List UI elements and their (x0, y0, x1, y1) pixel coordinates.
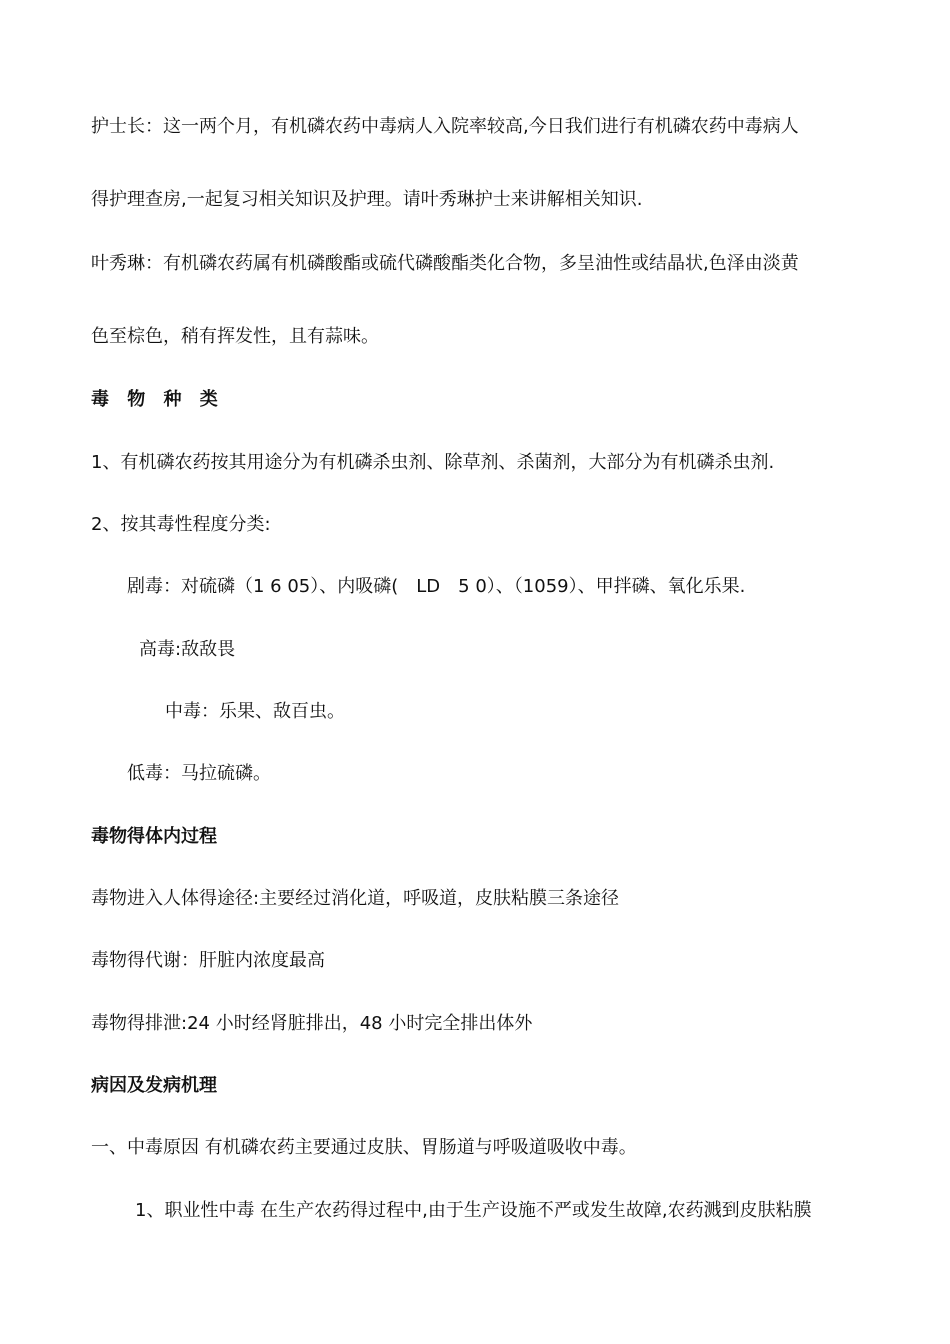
list-item-toxicity-classification: 2、按其毒性程度分类: (91, 514, 271, 535)
heading-poison-process-in-body: 毒物得体内过程 (91, 826, 217, 847)
toxicity-extreme: 剧毒：对硫磷（1 6 05）、内吸磷( LD 5 0）、（1059）、甲拌磷、氧化乐果. (127, 576, 746, 597)
paragraph-ye-xiulin-line1: 叶秀琳：有机磷农药属有机磷酸酯或硫代磷酸酯类化合物，多呈油性或结晶状,色泽由淡黄 (91, 253, 799, 274)
heading-cause-and-mechanism: 病因及发病机理 (91, 1075, 217, 1096)
paragraph-ye-xiulin-line2: 色至棕色，稍有挥发性，且有蒜味。 (91, 326, 379, 347)
toxicity-high: 高毒:敌敌畏 (139, 639, 236, 660)
paragraph-head-nurse-intro-line1: 护士长：这一两个月，有机磷农药中毒病人入院率较高,今日我们进行有机磷农药中毒病人 (91, 116, 799, 137)
toxicity-medium: 中毒：乐果、敌百虫。 (165, 701, 345, 722)
list-item-usage-classification: 1、有机磷农药按其用途分为有机磷杀虫剂、除草剂、杀菌剂，大部分为有机磷杀虫剂. (91, 452, 775, 473)
toxicity-low: 低毒：马拉硫磷。 (127, 763, 271, 784)
paragraph-entry-routes: 毒物进入人体得途径:主要经过消化道，呼吸道，皮肤粘膜三条途径 (91, 888, 620, 909)
paragraph-occupational-poisoning: 1、职业性中毒 在生产农药得过程中,由于生产设施不严或发生故障,农药溅到皮肤粘膜 (135, 1200, 812, 1221)
heading-poison-types: 毒 物 种 类 (91, 389, 224, 410)
paragraph-excretion: 毒物得排泄:24 小时经肾脏排出，48 小时完全排出体外 (91, 1013, 533, 1034)
paragraph-metabolism: 毒物得代谢：肝脏内浓度最高 (91, 950, 325, 971)
paragraph-head-nurse-intro-line2: 得护理查房,一起复习相关知识及护理。请叶秀琳护士来讲解相关知识. (91, 189, 643, 210)
paragraph-poisoning-causes: 一、中毒原因 有机磷农药主要通过皮肤、胃肠道与呼吸道吸收中毒。 (91, 1137, 637, 1158)
